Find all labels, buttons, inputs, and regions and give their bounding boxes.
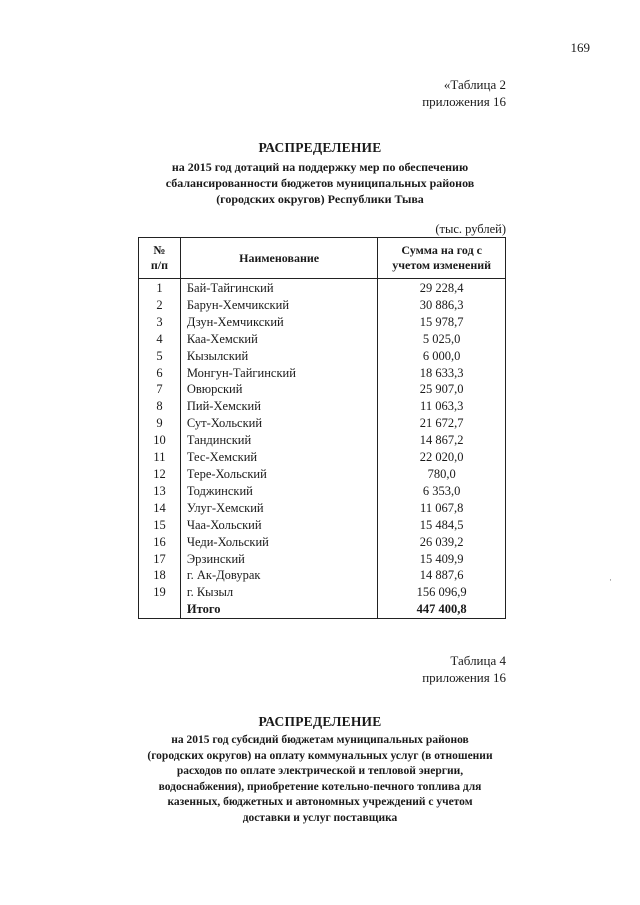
- row-number: 7: [139, 381, 181, 398]
- row-name: Улуг-Хемский: [180, 500, 377, 517]
- row-name: г. Кызыл: [180, 584, 377, 601]
- table-2-subtitle: [0, 159, 640, 207]
- row-sum: 5 025,0: [378, 331, 506, 348]
- distribution-table: [138, 237, 506, 619]
- row-name: Сут-Хольский: [180, 415, 377, 432]
- table-2-caption: [422, 76, 506, 110]
- row-number: 11: [139, 449, 181, 466]
- row-name: Дзун-Хемчикский: [180, 314, 377, 331]
- header-sum-line-2: учетом изменений: [392, 258, 492, 272]
- table-row: [139, 567, 506, 584]
- row-name: Чеди-Хольский: [180, 534, 377, 551]
- header-number-line-1: №: [153, 243, 166, 257]
- table-row: [139, 348, 506, 365]
- row-number: 8: [139, 398, 181, 415]
- row-sum: 11 063,3: [378, 398, 506, 415]
- row-number: 19: [139, 584, 181, 601]
- row-number: 15: [139, 517, 181, 534]
- table-row: [139, 584, 506, 601]
- row-sum: 21 672,7: [378, 415, 506, 432]
- table-4-subtitle-line-3: расходов по оплате электрической и тепловой энергии,: [176, 765, 464, 777]
- table-row: [139, 483, 506, 500]
- table-4-caption: [422, 652, 506, 686]
- table-2-subtitle-line-3: (городских округов) Республики Тыва: [216, 192, 424, 206]
- row-name: Бай-Тайгинский: [180, 279, 377, 297]
- total-sum: 447 400,8: [378, 601, 506, 618]
- row-number: 10: [139, 432, 181, 449]
- row-number: 1: [139, 279, 181, 297]
- table-row: [139, 381, 506, 398]
- row-sum: 25 907,0: [378, 381, 506, 398]
- table-row: [139, 551, 506, 568]
- total-number: [139, 601, 181, 618]
- table-row: [139, 279, 506, 297]
- row-sum: 18 633,3: [378, 365, 506, 382]
- table-row: [139, 534, 506, 551]
- row-name: Тоджинский: [180, 483, 377, 500]
- table-row: [139, 314, 506, 331]
- row-sum: 11 067,8: [378, 500, 506, 517]
- row-number: 18: [139, 567, 181, 584]
- row-name: Барун-Хемчикский: [180, 297, 377, 314]
- row-number: 17: [139, 551, 181, 568]
- table-row: [139, 432, 506, 449]
- table-4-subtitle-line-2: (городских округов) на оплату коммунальных услуг (в отношении: [147, 749, 493, 762]
- table-row: [139, 365, 506, 382]
- row-number: 14: [139, 500, 181, 517]
- row-sum: 14 867,2: [378, 432, 506, 449]
- row-name: Каа-Хемский: [180, 331, 377, 348]
- header-name: Наименование: [180, 238, 377, 279]
- row-sum: 15 484,5: [378, 517, 506, 534]
- row-name: Тандинский: [180, 432, 377, 449]
- row-sum: 15 409,9: [378, 551, 506, 568]
- row-number: 3: [139, 314, 181, 331]
- row-sum: 6 000,0: [378, 348, 506, 365]
- table-row: [139, 517, 506, 534]
- table-4-subtitle-line-5: казенных, бюджетных и автономных учреждений с учетом: [167, 796, 473, 808]
- header-sum: [378, 238, 506, 279]
- table-4-heading: [0, 714, 640, 826]
- row-sum: 26 039,2: [378, 534, 506, 551]
- row-sum: 6 353,0: [378, 483, 506, 500]
- row-number: 4: [139, 331, 181, 348]
- table-row: [139, 415, 506, 432]
- table-2-subtitle-line-1: на 2015 год дотаций на поддержку мер по обеспечению: [171, 160, 469, 174]
- row-name: Монгун-Тайгинский: [180, 365, 377, 382]
- table-row: [139, 297, 506, 314]
- table-row: [139, 398, 506, 415]
- table-row: [139, 449, 506, 466]
- table-2-caption-line-1: «Таблица 2: [443, 77, 506, 92]
- row-number: 5: [139, 348, 181, 365]
- row-number: 6: [139, 365, 181, 382]
- table-2-caption-line-2: приложения 16: [422, 94, 506, 109]
- row-name: г. Ак-Довурак: [180, 567, 377, 584]
- row-name: Кызылский: [180, 348, 377, 365]
- row-sum: 29 228,4: [378, 279, 506, 297]
- row-name: Эрзинский: [180, 551, 377, 568]
- row-name: Чаа-Хольский: [180, 517, 377, 534]
- row-sum: 15 978,7: [378, 314, 506, 331]
- row-name: Тес-Хемский: [180, 449, 377, 466]
- table-row: [139, 331, 506, 348]
- page-number: 169: [570, 40, 590, 55]
- row-number: 16: [139, 534, 181, 551]
- table-row: [139, 466, 506, 483]
- table-4-caption-line-1: Таблица 4: [450, 653, 506, 668]
- units-label: (тыс. рублей): [435, 222, 506, 236]
- table-2-title: РАСПРЕДЕЛЕНИЕ: [258, 140, 382, 155]
- table-row: [139, 500, 506, 517]
- header-number-line-2: п/п: [150, 258, 169, 272]
- table-4-subtitle-line-4: водоснабжения), приобретение котельно-печного топлива для: [158, 780, 482, 793]
- row-number: 2: [139, 297, 181, 314]
- row-sum: 30 886,3: [378, 297, 506, 314]
- row-sum: 780,0: [378, 466, 506, 483]
- table-2-subtitle-line-2: сбалансированности бюджетов муниципальных районов: [165, 176, 475, 190]
- header-sum-line-1: Сумма на год с: [401, 243, 482, 257]
- row-name: Пий-Хемский: [180, 398, 377, 415]
- total-row: [139, 601, 506, 618]
- row-name: Овюрский: [180, 381, 377, 398]
- table-4-title: РАСПРЕДЕЛЕНИЕ: [258, 714, 382, 729]
- row-name: Тере-Хольский: [180, 466, 377, 483]
- header-number: [139, 238, 181, 279]
- row-sum: 22 020,0: [378, 449, 506, 466]
- table-4-subtitle-line-6: доставки и услуг поставщика: [242, 811, 398, 824]
- row-sum: 14 887,6: [378, 567, 506, 584]
- table-4-subtitle: [0, 733, 640, 826]
- table-4-subtitle-line-1: на 2015 год субсидий бюджетам муниципальных районов: [171, 734, 469, 746]
- table-2-heading: [0, 140, 640, 207]
- row-number: 9: [139, 415, 181, 432]
- row-number: 12: [139, 466, 181, 483]
- scan-edge-mark: ·: [609, 575, 612, 585]
- total-label: Итого: [180, 601, 377, 618]
- table-4-caption-line-2: приложения 16: [422, 670, 506, 685]
- table-header-row: [139, 238, 506, 279]
- row-number: 13: [139, 483, 181, 500]
- row-sum: 156 096,9: [378, 584, 506, 601]
